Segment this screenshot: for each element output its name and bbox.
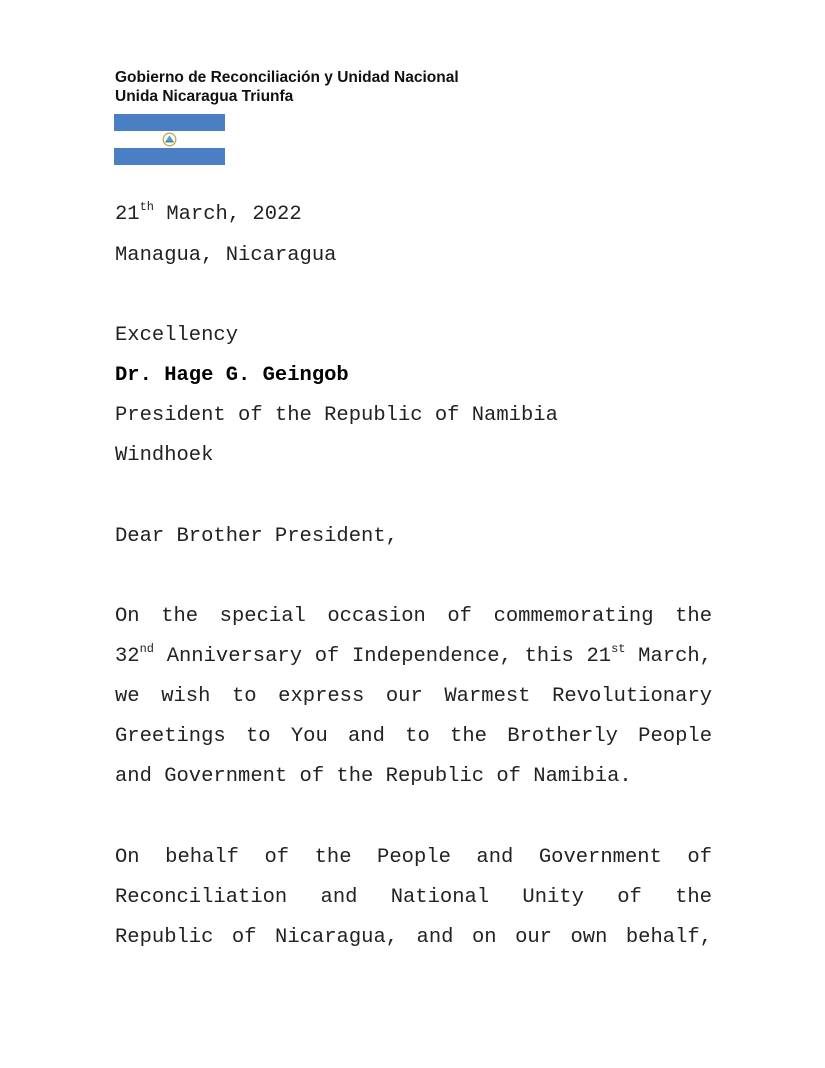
anniversary-number: 32	[115, 645, 140, 668]
paragraph-1-line-4: Greetings to You and to the Brotherly People	[115, 725, 712, 748]
letter-date	[115, 200, 302, 226]
recipient-salutation-title: Excellency	[115, 324, 239, 347]
anniversary-number-suffix: nd	[139, 642, 155, 656]
recipient-position: President of the Republic of Namibia	[115, 404, 558, 427]
anniversary-day-suffix: st	[611, 642, 626, 656]
paragraph-2-line-3: Republic of Nicaragua, and on our own behalf,	[115, 926, 712, 949]
recipient-city: Windhoek	[115, 444, 214, 467]
paragraph-1-line-1: On the special occasion of commemorating the	[115, 605, 712, 628]
letterhead	[115, 68, 459, 106]
recipient-name: Dr. Hage G. Geingob	[115, 364, 349, 387]
paragraph-1-line-5: and Government of the Republic of Namibia.	[115, 765, 632, 788]
date-day-suffix: th	[139, 200, 155, 214]
letter-paragraph-1	[115, 597, 712, 797]
paragraph-1-line-3: we wish to express our Warmest Revolutionary	[115, 685, 712, 708]
letter-place: Managua, Nicaragua	[115, 244, 337, 267]
paragraph-2-line-1: On behalf of the People and Government of	[115, 846, 712, 869]
letter-paragraph-2	[115, 838, 712, 958]
letter-greeting: Dear Brother President,	[115, 525, 398, 548]
anniversary-text: Anniversary of Independence, this 21	[154, 645, 612, 668]
date-day: 21	[115, 203, 140, 226]
date-month-year: March, 2022	[154, 203, 302, 226]
letterhead-motto: Unida Nicaragua Triunfa	[115, 88, 294, 105]
paragraph-1-line-2	[115, 637, 712, 677]
paragraph-2-line-2: Reconciliation and National Unity of the	[115, 886, 712, 909]
letterhead-government-name: Gobierno de Reconciliación y Unidad Nacional	[115, 69, 459, 86]
nicaragua-flag-icon	[114, 114, 225, 165]
anniversary-month: March,	[625, 645, 712, 668]
